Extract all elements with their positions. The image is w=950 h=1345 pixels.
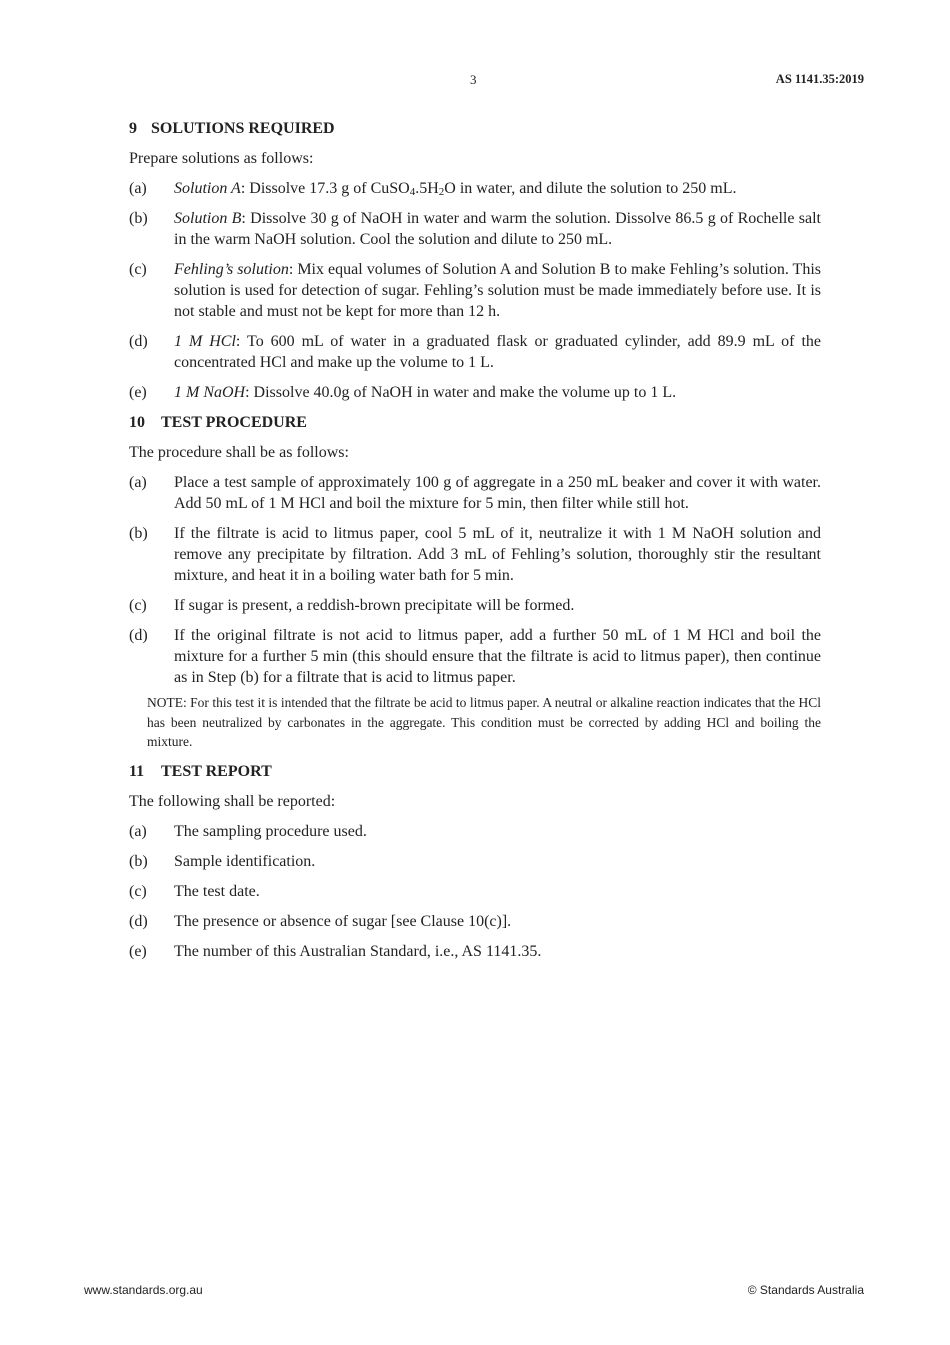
list-item — [129, 821, 821, 842]
section-9-heading — [129, 118, 821, 139]
item-text: : Dissolve 30 g of NaOH in water and warm the solution. Dissolve 86.5 g of Rochelle salt in the warm NaOH solution. Cool the solution and dilute to 250 mL. — [174, 210, 821, 248]
item-label: (b) — [129, 852, 148, 870]
footer-copyright: © Standards Australia — [747, 1283, 864, 1297]
item-label: (c) — [129, 597, 147, 614]
list-item — [129, 331, 821, 373]
item-label: (a) — [129, 474, 147, 491]
item-label: (b) — [129, 525, 148, 542]
item-text: If the filtrate is acid to litmus paper, cool 5 mL of it, neutralize it with 1 M NaOH solution and remove any precipitate by filtration. Add 3 mL of Fehling’s solution, thoroughly stir the resultant mixture, and heat it in a boiling water bath for 5 min. — [174, 525, 821, 584]
item-label: (e) — [129, 384, 147, 401]
item-text: Sample identification. — [174, 852, 316, 870]
section-number: 10 — [129, 414, 145, 431]
list-item — [129, 595, 821, 616]
item-text: .5H — [415, 180, 439, 197]
subscript: 4 — [409, 186, 416, 198]
section-10-heading — [129, 412, 821, 433]
standard-code: AS 1141.35:2019 — [775, 72, 864, 86]
item-text: : Dissolve 40.0g of NaOH in water and make the volume up to 1 L. — [245, 384, 677, 401]
section-title: TEST REPORT — [161, 762, 272, 780]
list-item — [129, 208, 821, 250]
item-text: If the original filtrate is not acid to litmus paper, add a further 50 mL of 1 M HCl and boil the mixture for a further 5 min (this should ensure that the filtrate is acid to litmus paper), then continue as in Step (b) for a filtrate that is acid to litmus paper. — [174, 627, 821, 686]
list-item — [129, 881, 821, 902]
item-text: O in water, and dilute the solution to 250 mL. — [444, 180, 737, 197]
item-text: : Dissolve 17.3 g of CuSO — [240, 180, 410, 197]
list-item — [129, 851, 821, 872]
item-text: The number of this Australian Standard, i.e., AS 1141.35. — [174, 942, 542, 960]
section-title: TEST PROCEDURE — [161, 414, 307, 431]
page-number: 3 — [470, 72, 477, 87]
section-title: SOLUTIONS REQUIRED — [151, 120, 335, 137]
item-term: 1 M HCl — [174, 333, 236, 350]
subscript: 2 — [438, 186, 445, 198]
item-label: (b) — [129, 210, 148, 227]
item-label: (a) — [129, 180, 147, 197]
item-term: Fehling’s solution — [174, 261, 289, 278]
section-number: 9 — [129, 120, 137, 137]
section-11-heading — [129, 761, 821, 782]
item-text: : To 600 mL of water in a graduated flask or graduated cylinder, add 89.9 mL of the concentrated HCl and make up the volume to 1 L. — [174, 333, 822, 371]
item-term: Solution A — [174, 180, 241, 197]
footer-website: www.standards.org.au — [84, 1283, 203, 1297]
item-text: If sugar is present, a reddish-brown precipitate will be formed. — [174, 597, 575, 614]
item-term: Solution B — [174, 210, 242, 227]
section-number: 11 — [129, 762, 145, 780]
list-item — [129, 382, 821, 403]
list-item — [129, 472, 821, 514]
item-label: (d) — [129, 333, 148, 350]
section-10-intro: The procedure shall be as follows: — [129, 444, 349, 461]
item-label: (a) — [129, 822, 147, 840]
item-text: : Mix equal volumes of Solution A and Solution B to make Fehling’s solution. This solution is used for detection of sugar. Fehling’s solution must be made immediately before use. It is not stable and must not be kept for more than 12 h. — [174, 261, 822, 320]
item-label: (c) — [129, 882, 147, 900]
list-item — [129, 523, 821, 586]
note: NOTE: For this test it is intended that the filtrate be acid to litmus paper. A neutral or alkaline reaction indicates that the HCl has been neutralized by carbonates in the aggregate. This condition must be corrected by adding HCl and boiling the mixture. — [147, 695, 821, 749]
list-item — [129, 625, 821, 688]
section-9-intro: Prepare solutions as follows: — [129, 150, 314, 167]
item-text: The presence or absence of sugar [see Clause 10(c)]. — [174, 912, 512, 930]
item-label: (d) — [129, 627, 148, 644]
item-label: (c) — [129, 261, 147, 278]
list-item — [129, 941, 821, 962]
item-term: 1 M NaOH — [174, 384, 246, 401]
item-text: Place a test sample of approximately 100 g of aggregate in a 250 mL beaker and cover it with water. Add 50 mL of 1 M HCl and boil the mixture for 5 min, then filter while still hot. — [174, 474, 821, 512]
item-label: (d) — [129, 912, 148, 930]
list-item — [129, 259, 821, 322]
item-label: (e) — [129, 942, 147, 960]
list-item — [129, 911, 821, 932]
list-item — [129, 178, 821, 199]
document-body — [129, 118, 821, 971]
item-text: The test date. — [174, 882, 260, 900]
item-text: The sampling procedure used. — [174, 822, 367, 840]
section-11-intro: The following shall be reported: — [129, 792, 336, 810]
